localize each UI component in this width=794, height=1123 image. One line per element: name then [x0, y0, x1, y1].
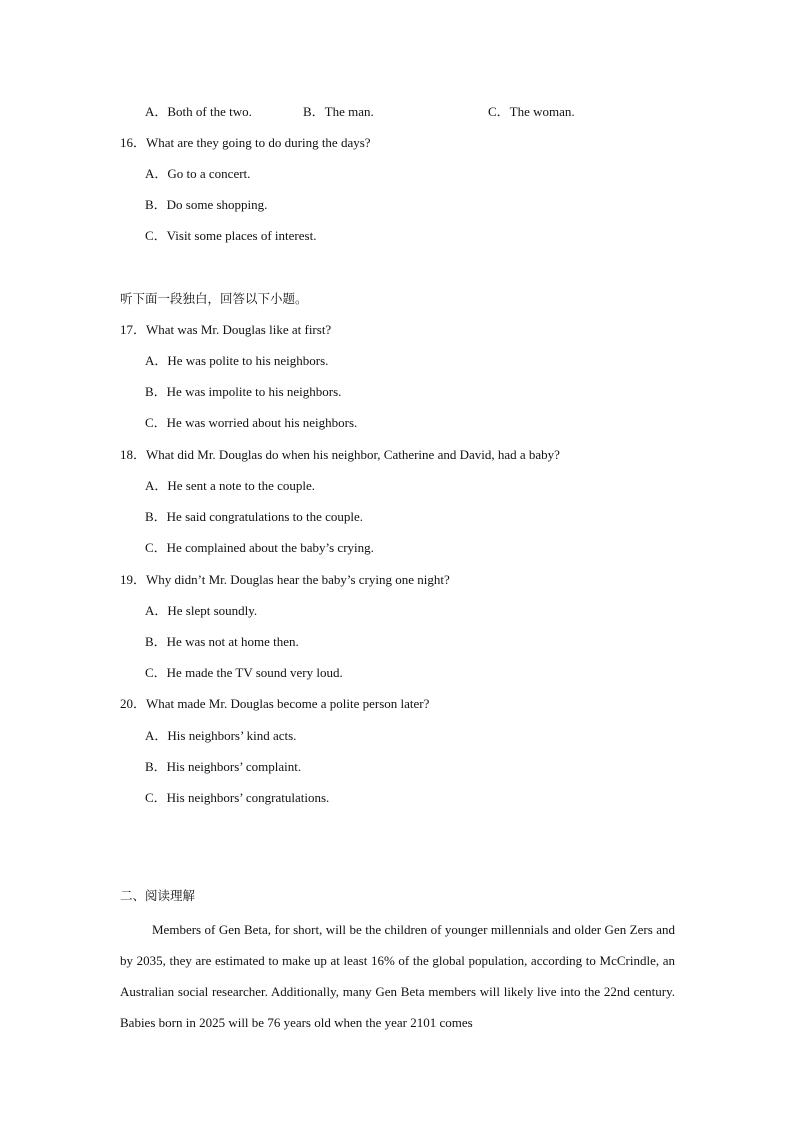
section-instruction: 听下面一段独白，回答以下小题。	[120, 291, 308, 306]
q18-stem: 18．What did Mr. Douglas do when his neighbor, Catherine and David, had a baby?	[120, 447, 560, 462]
q18-option-c: C．He complained about the baby’s crying.	[145, 540, 374, 555]
q17-option-a: A．He was polite to his neighbors.	[145, 353, 329, 368]
q17-option-c: C．He was worried about his neighbors.	[145, 415, 358, 430]
reading-heading: 二、阅读理解	[120, 888, 196, 903]
q16-stem: 16．What are they going to do during the days?	[120, 135, 371, 150]
q18-option-b: B．He said congratulations to the couple.	[145, 509, 364, 524]
q19-option-b: B．He was not at home then.	[145, 634, 299, 649]
q18-option-a: A．He sent a note to the couple.	[145, 478, 316, 493]
q17-stem: 17．What was Mr. Douglas like at first?	[120, 322, 332, 337]
q20-option-a: A．His neighbors’ kind acts.	[145, 728, 297, 743]
q20-option-b: B．His neighbors’ complaint.	[145, 759, 302, 774]
q15-option-c: C．The woman.	[488, 104, 575, 119]
q16-option-a: A．Go to a concert.	[145, 166, 251, 181]
q20-option-c: C．His neighbors’ congratulations.	[145, 790, 330, 805]
q17-option-b: B．He was impolite to his neighbors.	[145, 384, 342, 399]
q15-option-b: B．The man.	[303, 104, 374, 119]
q19-stem: 19．Why didn’t Mr. Douglas hear the baby’s crying one night?	[120, 572, 450, 587]
q19-option-c: C．He made the TV sound very loud.	[145, 665, 343, 680]
q19-option-a: A．He slept soundly.	[145, 603, 258, 618]
q16-option-c: C．Visit some places of interest.	[145, 228, 317, 243]
q16-option-b: B．Do some shopping.	[145, 197, 268, 212]
q20-stem: 20．What made Mr. Douglas become a polite person later?	[120, 696, 430, 711]
q15-option-a: A．Both of the two.	[145, 104, 252, 119]
reading-paragraph	[120, 914, 675, 1038]
reading-paragraph-text: Members of Gen Beta, for short, will be the children of younger millennials and older Gen Zers and by 2035, they are estimated to make up at least 16% of the global population, according to McCrindle, an Australian social researcher. Additionally, many Gen Beta members will likely live into the 22nd century. Babies born in 2025 will be 76 years old when the year 2101 comes	[120, 922, 675, 1030]
